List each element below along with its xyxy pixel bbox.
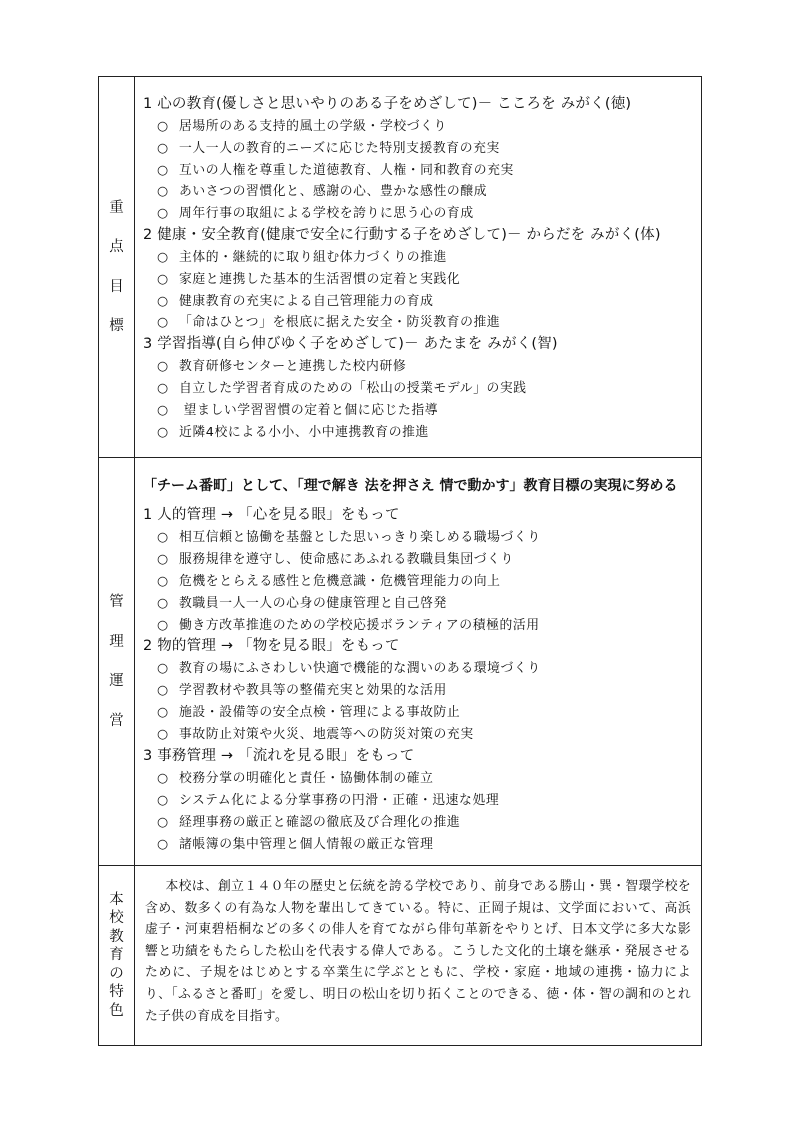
circle-bullet-icon: ○ <box>157 683 169 698</box>
list-item-text: 一人一人の教育的ニーズに応じた特別支援教育の充実 <box>179 141 500 156</box>
circle-bullet-icon: ○ <box>157 294 169 309</box>
list-item <box>157 313 500 332</box>
circle-bullet-icon: ○ <box>157 771 169 786</box>
list-item <box>157 117 447 136</box>
list-item-text: 望ましい学習習慣の定着と個に応じた指導 <box>179 403 439 418</box>
circle-bullet-icon: ○ <box>157 727 169 742</box>
list-item-text: 学習教材や教具等の整備充実と効果的な活用 <box>179 683 447 698</box>
list-item <box>157 813 460 832</box>
list-item <box>157 681 447 700</box>
list-item <box>157 835 434 854</box>
list-item-text: 近隣4校による小小、小中連携教育の推進 <box>179 425 429 440</box>
label-char: 運 <box>109 673 124 689</box>
label-char: 育 <box>109 947 124 964</box>
label-priority-goals <box>99 77 135 457</box>
list-item <box>157 292 434 311</box>
circle-bullet-icon: ○ <box>157 359 169 374</box>
list-item <box>157 204 474 223</box>
list-item <box>157 572 501 591</box>
list-item <box>157 659 541 678</box>
list-item <box>157 791 499 810</box>
list-item-text: 危機をとらえる感性と危機意識・危機管理能力の向上 <box>179 574 501 589</box>
label-char: の <box>109 965 124 982</box>
label-char: 管 <box>109 594 124 610</box>
circle-bullet-icon: ○ <box>157 705 169 720</box>
list-item-text: 服務規律を遵守し、使命感にあふれる教職員集団づくり <box>179 552 514 567</box>
circle-bullet-icon: ○ <box>157 184 169 199</box>
list-item-text: 校務分掌の明確化と責任・協働体制の確立 <box>179 771 434 786</box>
list-item-text: 周年行事の取組による学校を誇りに思う心の育成 <box>179 206 474 221</box>
policy-table <box>98 76 702 1046</box>
list-item-text: 事故防止対策や火災、地震等への防災対策の充実 <box>179 727 474 742</box>
label-char: 重 <box>109 199 124 216</box>
list-item <box>157 423 429 442</box>
circle-bullet-icon: ○ <box>157 661 169 676</box>
content-school-features <box>135 866 701 1045</box>
label-char: 標 <box>109 318 124 334</box>
label-management <box>99 458 135 865</box>
list-item-text: 「命はひとつ」を根底に据えた安全・防災教育の推進 <box>179 315 501 330</box>
section-title: 2 健康・安全教育(健康で安全に行動する子をめざして)－ からだを みがく(体) <box>143 227 661 243</box>
circle-bullet-icon: ○ <box>157 793 169 808</box>
circle-bullet-icon: ○ <box>157 141 169 156</box>
label-char: 本 <box>109 891 124 908</box>
list-item <box>157 182 487 201</box>
list-item-text: 施設・設備等の安全点検・管理による事故防止 <box>179 705 461 720</box>
circle-bullet-icon: ○ <box>157 530 169 545</box>
circle-bullet-icon: ○ <box>157 250 169 265</box>
list-item <box>157 357 406 376</box>
list-item-text: 教職員一人一人の心身の健康管理と自己啓発 <box>179 596 447 611</box>
label-char: 点 <box>109 239 124 255</box>
list-item-text: 教育研修センターと連携した校内研修 <box>179 359 407 374</box>
school-features-paragraph: 本校は、創立１４０年の歴史と伝統を誇る学校であり、前身である勝山・巽・智環学校を含め、数多くの有為な人物を輩出してきている。特に、正岡子規は、文学面において、高浜虚子・河東碧梧桐などの多くの俳人を育てながら俳句革新をやりとげ、日本文学に多大な影響と功績をもたらした松山を代表する偉人である。こうした文化的土壌を継承・発展させるために、子規をはじめとする卒業生に学ぶとともに、学校・家庭・地域の連携・協力により、「ふるさと番町」を愛し、明日の松山を切り拓くことのできる、徳・体・智の調和のとれた子供の育成を目指す。 <box>145 879 691 1024</box>
list-item-text: 家庭と連携した基本的生活習慣の定着と実践化 <box>179 272 461 287</box>
label-school-features <box>99 866 135 1045</box>
label-char: 理 <box>109 633 124 650</box>
label-char: 目 <box>109 278 124 295</box>
list-item-text: 居場所のある支持的風土の学級・学校づくり <box>179 119 447 134</box>
list-item <box>157 550 514 569</box>
section-title: 1 心の教育(優しさと思いやりのある子をめざして)－ こころを みがく(徳) <box>143 96 632 112</box>
circle-bullet-icon: ○ <box>157 206 169 221</box>
list-item-text: 教育の場にふさわしい快適で機能的な潤いのある環境づくり <box>179 661 541 676</box>
circle-bullet-icon: ○ <box>157 403 169 418</box>
circle-bullet-icon: ○ <box>157 618 169 633</box>
list-item <box>157 594 447 613</box>
list-item <box>157 379 527 398</box>
list-item-text: 経理事務の厳正と確認の徹底及び合理化の推進 <box>179 815 461 830</box>
label-char: 色 <box>109 1002 124 1019</box>
list-item-text: 働き方改革推進のための学校応援ボランティアの積極的活用 <box>179 618 540 633</box>
circle-bullet-icon: ○ <box>157 315 169 330</box>
section-title: 3 事務管理 → 「流れを見る眼」をもって <box>143 748 415 764</box>
list-item <box>157 401 438 420</box>
circle-bullet-icon: ○ <box>157 425 169 440</box>
circle-bullet-icon: ○ <box>157 163 169 178</box>
row-management <box>99 457 701 865</box>
list-item-text: あいさつの習慣化と、感謝の心、豊かな感性の醸成 <box>179 184 488 199</box>
list-item <box>157 725 474 744</box>
circle-bullet-icon: ○ <box>157 837 169 852</box>
list-item-text: 互いの人権を尊重した道徳教育、人権・同和教育の充実 <box>179 163 514 178</box>
circle-bullet-icon: ○ <box>157 574 169 589</box>
circle-bullet-icon: ○ <box>157 552 169 567</box>
management-headline: 「チーム番町」として、「理で解き 法を押さえ 情で動かす」教育目標の実現に努める <box>143 478 678 494</box>
circle-bullet-icon: ○ <box>157 381 169 396</box>
list-item <box>157 616 540 635</box>
list-item <box>157 528 541 547</box>
circle-bullet-icon: ○ <box>157 272 169 287</box>
content-management <box>135 458 701 865</box>
label-char: 校 <box>109 910 124 927</box>
list-item-text: 健康教育の充実による自己管理能力の育成 <box>179 294 434 309</box>
list-item <box>157 139 500 158</box>
section-title: 1 人的管理 → 「心を見る眼」をもって <box>143 507 400 523</box>
label-char: 教 <box>109 928 124 945</box>
list-item <box>157 270 460 289</box>
circle-bullet-icon: ○ <box>157 596 169 611</box>
row-school-features <box>99 865 701 1045</box>
list-item-text: 主体的・継続的に取り組む体力づくりの推進 <box>179 250 447 265</box>
circle-bullet-icon: ○ <box>157 815 169 830</box>
section-title: 3 学習指導(自ら伸びゆく子をめざして)－ あたまを みがく(智) <box>143 336 558 352</box>
list-item-text: 諸帳簿の集中管理と個人情報の厳正な管理 <box>179 837 434 852</box>
circle-bullet-icon: ○ <box>157 119 169 134</box>
label-char: 営 <box>109 712 124 729</box>
list-item <box>157 769 434 788</box>
content-priority-goals <box>135 77 701 457</box>
section-title: 2 物的管理 → 「物を見る眼」をもって <box>143 638 400 654</box>
list-item-text: 相互信頼と協働を基盤とした思いっきり楽しめる職場づくり <box>179 530 541 545</box>
list-item <box>157 703 460 722</box>
list-item <box>157 161 514 180</box>
list-item-text: システム化による分掌事務の円滑・正確・迅速な処理 <box>179 793 500 808</box>
row-priority-goals <box>99 77 701 457</box>
list-item <box>157 248 447 267</box>
list-item-text: 自立した学習者育成のための「松山の授業モデル」の実践 <box>179 381 527 396</box>
label-char: 特 <box>109 984 124 1001</box>
